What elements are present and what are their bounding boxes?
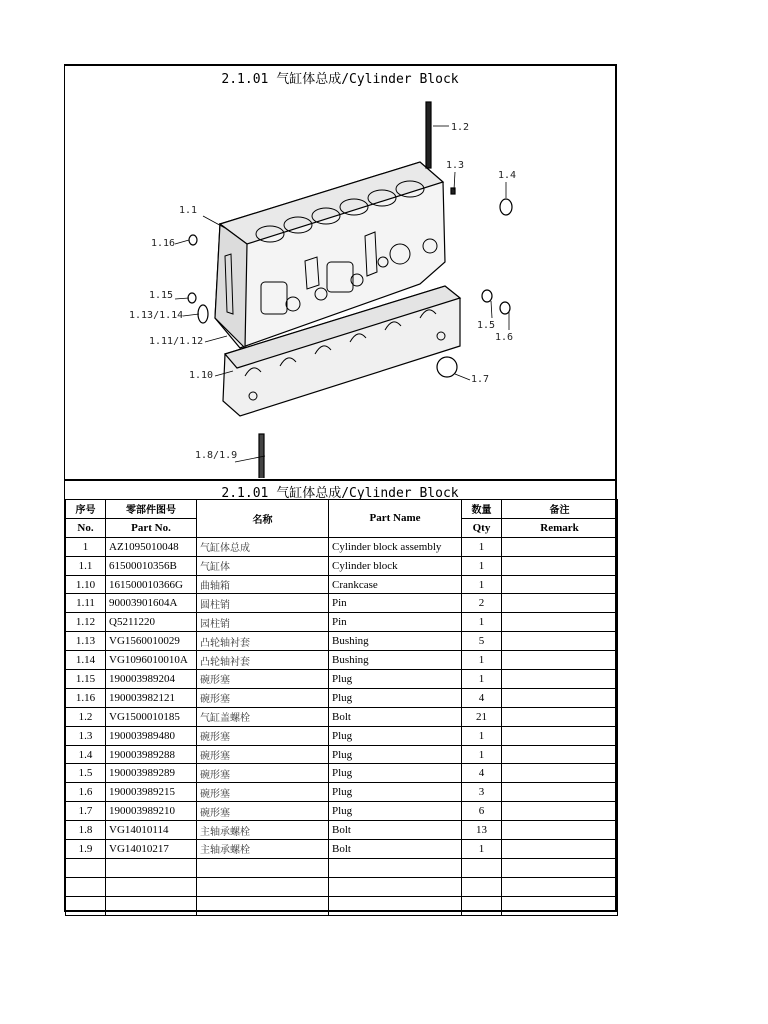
cell-name-zh: 碗形塞	[197, 764, 329, 783]
cell-part-name: Crankcase	[329, 575, 462, 594]
cell-qty: 6	[462, 802, 502, 821]
cell-qty: 1	[462, 726, 502, 745]
cell-part-name: Bolt	[329, 840, 462, 859]
cell-part-name: Pin	[329, 613, 462, 632]
cell-part-name: Plug	[329, 745, 462, 764]
cell-part-name: Bushing	[329, 651, 462, 670]
cell-no: 1.6	[66, 783, 106, 802]
cell-no	[66, 877, 106, 896]
cell-remark	[502, 821, 618, 840]
callout-1-16: 1.16	[151, 238, 176, 249]
cell-no: 1.2	[66, 707, 106, 726]
cell-no: 1.9	[66, 840, 106, 859]
cell-remark	[502, 877, 618, 896]
cell-no: 1.1	[66, 556, 106, 575]
cell-part-name: Bolt	[329, 707, 462, 726]
cell-remark	[502, 783, 618, 802]
callout-1-5: 1.5	[477, 320, 496, 331]
cell-remark	[502, 840, 618, 859]
cell-no	[66, 858, 106, 877]
callout-1-15: 1.15	[149, 290, 174, 301]
cell-name-zh: 气缸体总成	[197, 537, 329, 556]
header-qty-en: Qty	[462, 518, 502, 537]
cell-part-name: Plug	[329, 783, 462, 802]
cell-remark	[502, 632, 618, 651]
cell-qty: 13	[462, 821, 502, 840]
cell-part-no	[106, 858, 197, 877]
cell-qty: 1	[462, 670, 502, 689]
callout-1-4: 1.4	[498, 170, 517, 181]
table-row	[66, 632, 618, 651]
cell-part-no: 161500010366G	[106, 575, 197, 594]
cell-no: 1.16	[66, 688, 106, 707]
callout-1-3: 1.3	[446, 160, 465, 171]
cell-part-name	[329, 877, 462, 896]
cell-name-zh: 圆柱销	[197, 594, 329, 613]
cell-qty: 21	[462, 707, 502, 726]
table-row	[66, 537, 618, 556]
cell-part-name	[329, 858, 462, 877]
cell-qty	[462, 896, 502, 915]
cell-part-no: AZ1095010048	[106, 537, 197, 556]
cell-name-zh: 主轴承螺栓	[197, 840, 329, 859]
cell-no: 1.14	[66, 651, 106, 670]
table-row	[66, 651, 618, 670]
cylinder-block-exploded-diagram	[65, 86, 616, 478]
callout-1-11-1-12: 1.11/1.12	[149, 336, 204, 347]
table-row	[66, 670, 618, 689]
parts-table	[65, 499, 618, 916]
parts-sheet	[64, 64, 617, 912]
header-remark-en: Remark	[502, 518, 618, 537]
cell-no: 1.3	[66, 726, 106, 745]
header-name-zh: 名称	[197, 500, 329, 538]
cell-part-name: Plug	[329, 802, 462, 821]
table-row	[66, 556, 618, 575]
cell-qty: 2	[462, 594, 502, 613]
header-part-no-en: Part No.	[106, 518, 197, 537]
table-row	[66, 802, 618, 821]
cell-remark	[502, 802, 618, 821]
cell-no: 1.7	[66, 802, 106, 821]
table-row	[66, 764, 618, 783]
cell-no: 1.15	[66, 670, 106, 689]
cell-part-no: VG1560010029	[106, 632, 197, 651]
cell-name-zh: 碗形塞	[197, 745, 329, 764]
table-row	[66, 896, 618, 915]
cell-qty: 1	[462, 745, 502, 764]
cell-part-name: Bushing	[329, 632, 462, 651]
callout-1-2: 1.2	[451, 122, 470, 133]
table-row	[66, 821, 618, 840]
cell-name-zh: 碗形塞	[197, 688, 329, 707]
cell-part-no: 190003982121	[106, 688, 197, 707]
header-part-name: Part Name	[329, 500, 462, 538]
section-divider	[65, 479, 615, 481]
cell-part-no: 190003989288	[106, 745, 197, 764]
table-row	[66, 707, 618, 726]
cell-part-name: Cylinder block assembly	[329, 537, 462, 556]
table-row	[66, 613, 618, 632]
cell-remark	[502, 764, 618, 783]
cell-remark	[502, 651, 618, 670]
table-row	[66, 877, 618, 896]
cell-no: 1.13	[66, 632, 106, 651]
cell-remark	[502, 707, 618, 726]
cell-remark	[502, 613, 618, 632]
cell-no: 1.12	[66, 613, 106, 632]
cell-qty: 4	[462, 688, 502, 707]
callout-1-8-1-9: 1.8/1.9	[195, 450, 238, 461]
cell-remark	[502, 670, 618, 689]
cell-no: 1.11	[66, 594, 106, 613]
cell-part-no: VG1500010185	[106, 707, 197, 726]
header-remark-zh: 备注	[502, 500, 618, 519]
cell-name-zh	[197, 896, 329, 915]
cell-part-no	[106, 896, 197, 915]
cell-remark	[502, 556, 618, 575]
cell-part-no: 190003989480	[106, 726, 197, 745]
cell-name-zh: 园柱销	[197, 613, 329, 632]
parts-table-body	[66, 537, 618, 915]
cell-name-zh: 碗形塞	[197, 670, 329, 689]
table-row	[66, 840, 618, 859]
cell-part-no	[106, 877, 197, 896]
table-row	[66, 575, 618, 594]
table-row	[66, 688, 618, 707]
cell-part-no: 190003989215	[106, 783, 197, 802]
cell-qty: 4	[462, 764, 502, 783]
callout-1-6: 1.6	[495, 332, 514, 343]
cell-remark	[502, 688, 618, 707]
cell-part-name: Plug	[329, 726, 462, 745]
cell-remark	[502, 858, 618, 877]
cell-name-zh: 凸轮轴衬套	[197, 651, 329, 670]
header-no-zh: 序号	[66, 500, 106, 519]
diagram-title: 2.1.01 气缸体总成/Cylinder Block	[221, 72, 459, 87]
cell-remark	[502, 594, 618, 613]
table-row	[66, 745, 618, 764]
cell-part-no: 190003989289	[106, 764, 197, 783]
cell-part-no: VG1096010010A	[106, 651, 197, 670]
cell-remark	[502, 745, 618, 764]
cell-qty: 1	[462, 556, 502, 575]
cell-name-zh: 碗形塞	[197, 726, 329, 745]
cell-part-no: 190003989204	[106, 670, 197, 689]
cell-qty	[462, 877, 502, 896]
cell-no: 1.8	[66, 821, 106, 840]
cell-qty: 5	[462, 632, 502, 651]
table-title: 2.1.01 气缸体总成/Cylinder Block	[221, 486, 459, 501]
cell-no: 1	[66, 537, 106, 556]
cell-qty: 1	[462, 651, 502, 670]
cell-name-zh	[197, 858, 329, 877]
cell-qty: 1	[462, 613, 502, 632]
cell-qty: 1	[462, 575, 502, 594]
cell-name-zh	[197, 877, 329, 896]
table-row	[66, 858, 618, 877]
cell-no: 1.4	[66, 745, 106, 764]
table-row	[66, 594, 618, 613]
cell-part-no: 61500010356B	[106, 556, 197, 575]
cell-part-no: Q5211220	[106, 613, 197, 632]
cell-name-zh: 曲轴箱	[197, 575, 329, 594]
callout-1-1: 1.1	[179, 205, 198, 216]
callout-1-13-1-14: 1.13/1.14	[129, 310, 184, 321]
cell-part-name: Plug	[329, 670, 462, 689]
cell-remark	[502, 896, 618, 915]
cell-no: 1.10	[66, 575, 106, 594]
table-row	[66, 726, 618, 745]
cell-qty: 1	[462, 537, 502, 556]
cell-part-no: 90003901604A	[106, 594, 197, 613]
cell-name-zh: 气缸盖螺栓	[197, 707, 329, 726]
table-row	[66, 783, 618, 802]
cell-part-no: VG14010114	[106, 821, 197, 840]
cell-part-name: Plug	[329, 764, 462, 783]
cell-name-zh: 碗形塞	[197, 783, 329, 802]
cell-no: 1.5	[66, 764, 106, 783]
cell-name-zh: 碗形塞	[197, 802, 329, 821]
cell-qty: 1	[462, 840, 502, 859]
cell-name-zh: 气缸体	[197, 556, 329, 575]
header-qty-zh: 数量	[462, 500, 502, 519]
cell-part-name	[329, 896, 462, 915]
cell-part-no: 190003989210	[106, 802, 197, 821]
cell-qty: 3	[462, 783, 502, 802]
cell-no	[66, 896, 106, 915]
callout-1-10: 1.10	[189, 370, 214, 381]
cell-part-name: Plug	[329, 688, 462, 707]
callout-1-7: 1.7	[471, 374, 490, 385]
cell-name-zh: 凸轮轴衬套	[197, 632, 329, 651]
cell-name-zh: 主轴承螺栓	[197, 821, 329, 840]
cell-part-no: VG14010217	[106, 840, 197, 859]
header-no-en: No.	[66, 518, 106, 537]
cell-remark	[502, 575, 618, 594]
cell-remark	[502, 537, 618, 556]
cell-part-name: Pin	[329, 594, 462, 613]
cell-part-name: Cylinder block	[329, 556, 462, 575]
cell-remark	[502, 726, 618, 745]
header-part-no-zh: 零部件图号	[106, 500, 197, 519]
cell-qty	[462, 858, 502, 877]
cell-part-name: Bolt	[329, 821, 462, 840]
